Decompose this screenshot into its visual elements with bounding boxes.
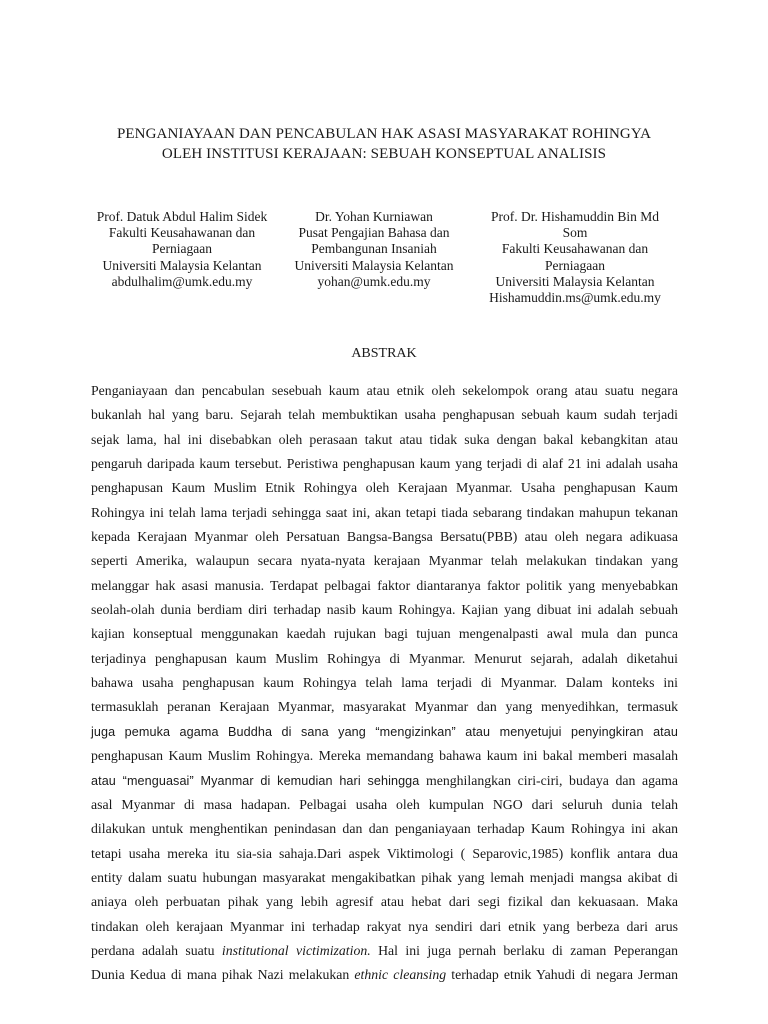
author-2-email: yohan@umk.edu.my [317, 273, 431, 289]
author-2-university: Universiti Malaysia Kelantan [294, 257, 454, 273]
abstract-line: penghapusan Kaum Muslim Etnik Rohingya oleh Kerajaan Myanmar. Usaha penghapusan Kaum [91, 480, 678, 496]
abstract-body [91, 379, 678, 988]
abstract-line: tetapi usaha mereka itu sia-sia sahaja.Dari aspek Viktimologi ( Separovic,1985) konflik antara dua [91, 845, 678, 861]
abstract-heading: ABSTRAK [351, 346, 417, 361]
abstract-line: kajian konseptual menggunakan kaedah rujukan bagi tujuan mengenalpasti awal mula dan punca [91, 626, 678, 642]
title-line-2: OLEH INSTITUSI KERAJAAN: SEBUAH KONSEPTUAL ANALISIS [161, 146, 607, 162]
abstract-line: Rohingya ini telah lama terjadi sehingga saat ini, akan tetapi tiada sebarang tindakan mahupun tekanan [91, 504, 678, 520]
abstract-line: sejak lama, hal ini disebabkan oleh perasaan takut atau tidak suka dengan bakal kebangkitan atau [91, 431, 678, 447]
abstract-line-sans-segment: atau “menguasai” Myanmar di kemudian hari sehingga [91, 773, 420, 788]
author-1-faculty: Fakulti Keusahawanan dan [108, 225, 256, 241]
abstract-line: dilakukan untuk menghentikan penindasan dan dan penganiayaan terhadap Kaum Rohingya ini akan [91, 821, 678, 837]
abstract-line: entity dalam suatu hubungan masyarakat mengakibatkan pihak yang lemah menjadi mangsa akibat di [91, 869, 678, 885]
abstract-line: melanggar hak asasi manusia. Terdapat pelbagai faktor diantaranya faktor politik yang menyebabkan [91, 577, 678, 593]
author-2-faculty-cont: Pembangunan Insaniah [311, 241, 437, 257]
author-1-name: Prof. Datuk Abdul Halim Sidek [96, 209, 268, 224]
author-3-university: Universiti Malaysia Kelantan [495, 273, 655, 289]
abstract-line: aniaya oleh perbuatan pihak yang lebih agresif atau hebat dari segi fizikal dan kekuasaan. Maka [91, 894, 678, 910]
abstract-line: perdana adalah suatu institutional victimization. Hal ini juga pernah berlaku di zaman Peperangan [91, 942, 678, 958]
author-1-university: Universiti Malaysia Kelantan [102, 257, 262, 273]
paper-title [60, 124, 708, 164]
abstract-line: seolah-olah dunia berdiam diri terhadap nasib kaum Rohingya. Kajian yang dibuat ini adalah sebuah [91, 602, 678, 618]
abstract-line: Dunia Kedua di mana pihak Nazi melakukan ethnic cleansing terhadap etnik Yahudi di negara Jerman [91, 967, 678, 983]
abstract-line: termasuklah peranan Kerajaan Myanmar, masyarakat Myanmar dan yang menyedihkan, termasuk [91, 699, 678, 715]
author-3-faculty: Fakulti Keusahawanan dan [501, 241, 649, 257]
author-3-name: Prof. Dr. Hishamuddin Bin Md [490, 209, 659, 224]
abstract-line: bukanlah hal yang baru. Sejarah telah membuktikan usaha penghapusan sebuah kaum sudah terjadi [91, 407, 678, 423]
author-2-name: Dr. Yohan Kurniawan [315, 209, 433, 224]
author-1-email: abdulhalim@umk.edu.my [111, 273, 253, 289]
abstract-line: bahawa usaha penghapusan kaum Rohingya telah lama terjadi di Myanmar. Dalam konteks ini [91, 675, 678, 691]
abstract-line: Penganiayaan dan pencabulan sesebuah kaum atau etnik oleh sekelompok orang atau suatu negara [91, 383, 678, 398]
abstract-line: terjadinya penghapusan kaum Muslim Rohingya di Myanmar. Menurut sejarah, adalah diketahui [91, 650, 678, 666]
abstract-line: asal Myanmar di masa hadapan. Pelbagai usaha oleh kumpulan NGO dari seluruh dunia telah [91, 796, 678, 812]
abstract-line: seperti Amerika, walaupun secara nyata-nyata kerajaan Myanmar telah melakukan tindakan yang [91, 553, 678, 569]
abstract-line: penghapusan Kaum Muslim Rohingya. Mereka memandang bahawa kaum ini bakal memberi masalah [91, 748, 678, 764]
author-2-faculty: Pusat Pengajian Bahasa dan [298, 225, 450, 241]
abstract-line: pengaruh daripada kaum tersebut. Peristiwa penghapusan kaum yang terjadi di alaf 21 ini adalah usaha [91, 456, 678, 472]
author-1-faculty-cont: Perniagaan [152, 241, 212, 257]
abstract-italic-term: ethnic cleansing [354, 967, 447, 983]
abstract-line: kepada Kerajaan Myanmar oleh Persatuan Bangsa-Bangsa Bersatu(PBB) atau oleh negara adikuasa [91, 529, 678, 545]
author-3-name-cont: Som [562, 225, 588, 241]
author-3-email: Hishamuddin.ms@umk.edu.my [489, 290, 661, 306]
author-3-faculty-cont: Perniagaan [545, 257, 605, 273]
author-block [0, 209, 768, 309]
abstract-line: juga pemuka agama Buddha di sana yang “mengizinkan” atau menyetujui penyingkiran atau [91, 724, 678, 739]
abstract-italic-term: institutional victimization. [221, 942, 371, 958]
abstract-line: tindakan oleh kerajaan Myanmar ini terhadap rakyat nya sendiri dari etnik yang berbeza dari arus [91, 918, 678, 934]
author-1 [85, 209, 279, 290]
author-2 [282, 209, 466, 290]
title-line-1: PENGANIAYAAN DAN PENCABULAN HAK ASASI MASYARAKAT ROHINGYA [116, 126, 652, 142]
author-3 [478, 209, 672, 306]
abstract-line: atau “menguasai” Myanmar di kemudian hari sehingga menghilangkan ciri-ciri, budaya dan agama [91, 772, 678, 788]
